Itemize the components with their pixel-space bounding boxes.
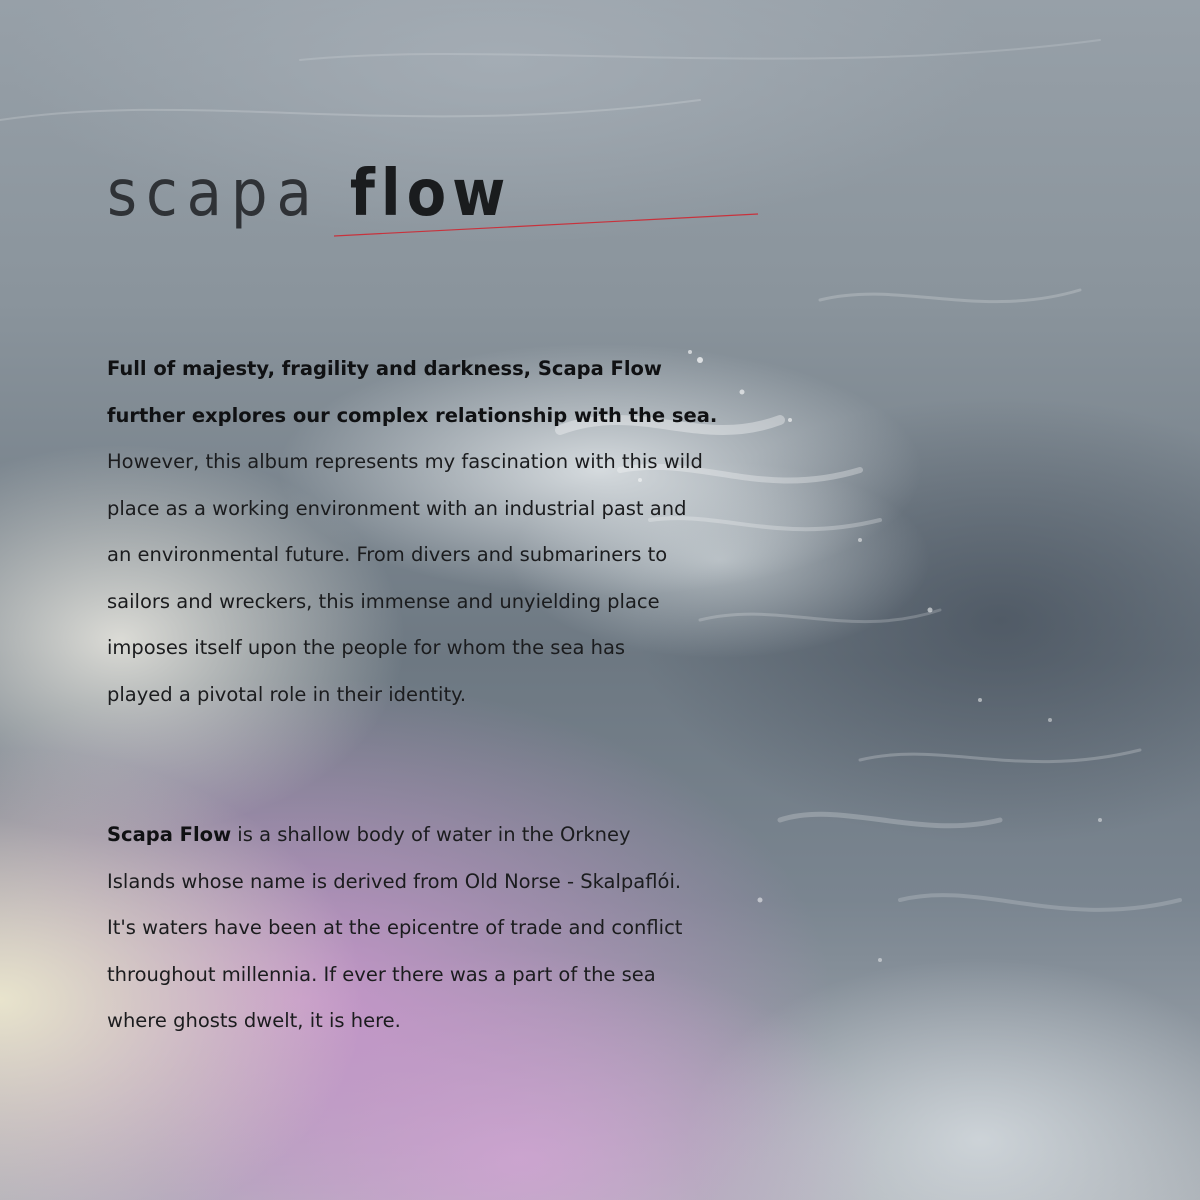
intro-line: an environmental future. From divers and submariners to [107,543,668,566]
intro-line: sailors and wreckers, this immense and unyielding place [107,589,660,613]
about-paragraph [107,812,682,1045]
album-title [107,157,512,231]
about-lead: Scapa Flow [107,823,232,846]
intro-line: place as a working environment with an industrial past and [107,496,687,520]
about-line: where ghosts dwelt, it is here. [107,1009,401,1032]
about-line-rest: is a shallow body of water in the Orkney [231,823,631,846]
intro-line: Full of majesty, fragility and darkness, Scapa Flow [107,357,662,380]
about-line: It's waters have been at the epicentre of trade and conflict [107,916,683,939]
intro-paragraph [107,346,717,718]
about-line: Islands whose name is derived from Old Norse - Skalpaflói. [107,869,682,893]
title-light: scapa [107,157,321,231]
intro-line: However, this album represents my fascination with this wild [107,450,703,473]
about-line [107,812,682,859]
intro-line: further explores our complex relationship with the sea. [107,403,718,427]
intro-line: played a pivotal role in their identity. [107,682,467,706]
intro-line: imposes itself upon the people for whom the sea has [107,636,626,659]
title-bold: flow [349,157,512,231]
about-line: throughout millennia. If ever there was a part of the sea [107,962,656,986]
